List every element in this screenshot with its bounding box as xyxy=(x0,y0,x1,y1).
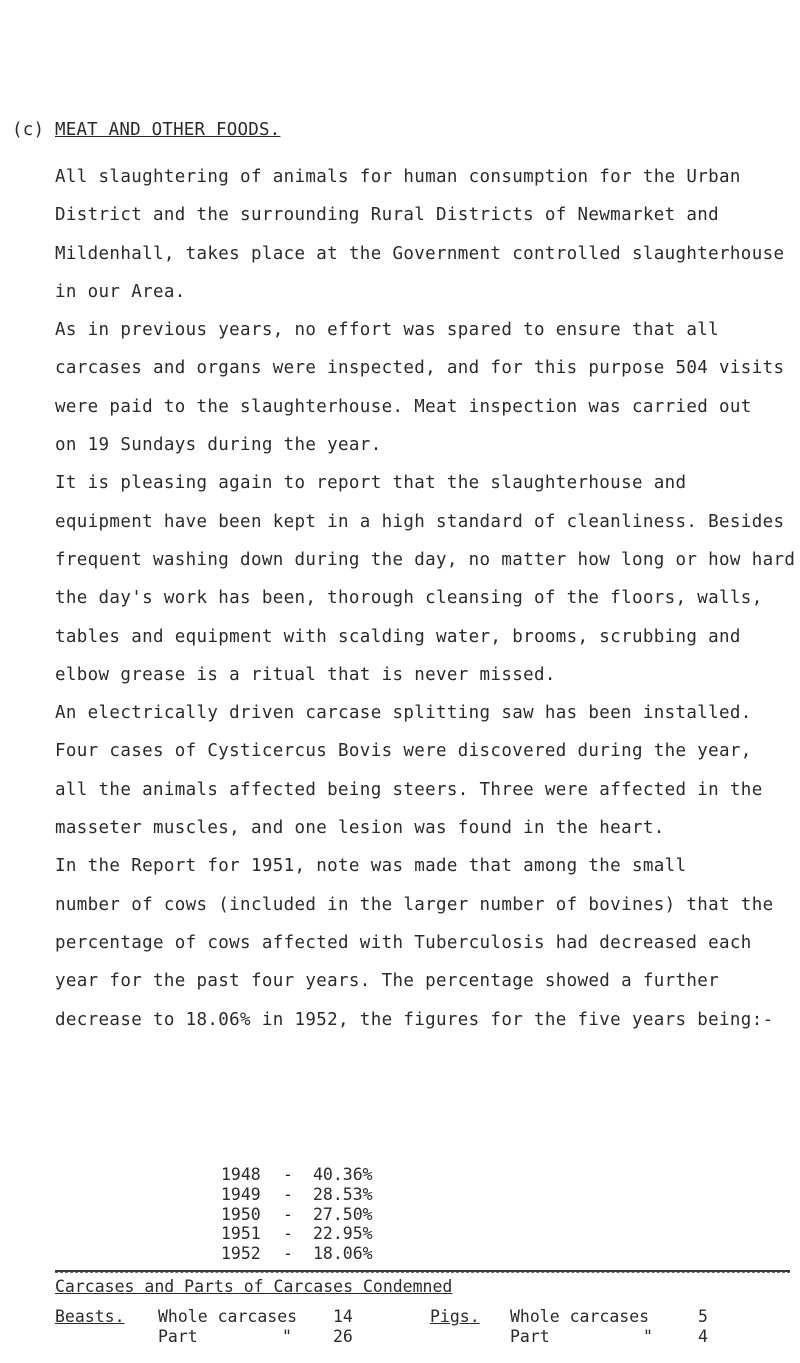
tb-figure-row xyxy=(221,1165,373,1185)
text-line: equipment have been kept in a high standard of cleanliness. Besides xyxy=(55,511,785,532)
pigs-whole-value: 5 xyxy=(698,1307,708,1326)
section-heading xyxy=(12,120,280,140)
text-line: in our Area. xyxy=(55,281,186,302)
pigs-part-ditto: " xyxy=(643,1327,653,1346)
tb-dash: - xyxy=(283,1244,293,1264)
tb-dash: - xyxy=(283,1184,293,1204)
tb-dash: - xyxy=(283,1224,293,1244)
tb-year: 1950 xyxy=(221,1204,261,1224)
text-line: number of cows (included in the larger number of bovines) that the xyxy=(55,894,774,915)
text-line: It is pleasing again to report that the slaughterhouse and xyxy=(55,473,687,494)
tb-percentage: 22.95% xyxy=(313,1224,373,1244)
text-line: tables and equipment with scalding water, brooms, scrubbing and xyxy=(55,626,741,647)
tb-figures-list xyxy=(221,1165,373,1264)
text-line: on 19 Sundays during the year. xyxy=(55,435,382,456)
text-line: frequent washing down during the day, no matter how long or how hard xyxy=(55,549,796,570)
pigs-whole-label: Whole carcases xyxy=(510,1307,650,1326)
beasts-part-label: Part xyxy=(158,1327,198,1346)
text-line: In the Report for 1951, note was made that among the small xyxy=(55,856,687,877)
tb-figure-row xyxy=(221,1224,373,1244)
beasts-whole-value: 14 xyxy=(333,1307,353,1326)
tb-year: 1948 xyxy=(221,1165,261,1184)
text-line: All slaughtering of animals for human consumption for the Urban xyxy=(55,167,741,187)
tb-year: 1949 xyxy=(221,1184,261,1204)
text-line: were paid to the slaughterhouse. Meat inspection was carried out xyxy=(55,396,752,417)
text-line: District and the surrounding Rural Districts of Newmarket and xyxy=(55,205,720,226)
text-line: carcases and organs were inspected, and for this purpose 504 visits xyxy=(55,358,785,379)
section-label: (c) xyxy=(12,120,45,140)
pigs-label xyxy=(430,1307,480,1327)
condemned-heading: Carcases and Parts of Carcases Condemned xyxy=(55,1277,453,1296)
beasts-label-text: Beasts. xyxy=(55,1307,125,1326)
body-text xyxy=(55,158,796,1039)
tb-dash: - xyxy=(283,1165,293,1184)
text-line: An electrically driven carcase splitting saw has been installed. xyxy=(55,703,752,724)
text-line: the day's work has been, thorough cleansing of the floors, walls, xyxy=(55,588,763,609)
text-line: As in previous years, no effort was spared to ensure that all xyxy=(55,320,720,341)
beasts-label xyxy=(55,1307,125,1327)
tb-figure-row xyxy=(221,1205,373,1225)
tb-figure-row xyxy=(221,1244,373,1264)
text-line: decrease to 18.06% in 1952, the figures for the five years being:- xyxy=(55,1009,774,1030)
tb-year: 1952 xyxy=(221,1244,261,1264)
section-divider-dashed xyxy=(55,1272,790,1273)
pigs-part-value: 4 xyxy=(698,1327,708,1346)
section-title: MEAT AND OTHER FOODS. xyxy=(54,120,281,140)
text-line: percentage of cows affected with Tuberculosis had decreased each xyxy=(55,932,752,953)
tb-year: 1951 xyxy=(221,1224,261,1244)
tb-percentage: 40.36% xyxy=(313,1165,373,1184)
beasts-part-ditto: " xyxy=(282,1327,292,1346)
text-line: year for the past four years. The percentage showed a further xyxy=(55,971,720,992)
pigs-label-text: Pigs. xyxy=(430,1307,480,1326)
beasts-part-value: 26 xyxy=(333,1327,353,1346)
tb-percentage: 28.53% xyxy=(313,1184,373,1204)
pigs-part-label: Part xyxy=(510,1327,550,1346)
tb-figure-row xyxy=(221,1185,373,1205)
tb-dash: - xyxy=(283,1204,293,1224)
text-line: masseter muscles, and one lesion was found in the heart. xyxy=(55,818,665,839)
tb-percentage: 18.06% xyxy=(313,1244,373,1264)
text-line: elbow grease is a ritual that is never missed. xyxy=(55,664,556,685)
text-line: Mildenhall, takes place at the Government controlled slaughterhouse xyxy=(55,243,785,264)
tb-percentage: 27.50% xyxy=(313,1204,373,1224)
text-line: Four cases of Cysticercus Bovis were discovered during the year, xyxy=(55,741,752,762)
beasts-whole-label: Whole carcases xyxy=(158,1307,298,1326)
text-line: all the animals affected being steers. Three were affected in the xyxy=(55,779,763,800)
